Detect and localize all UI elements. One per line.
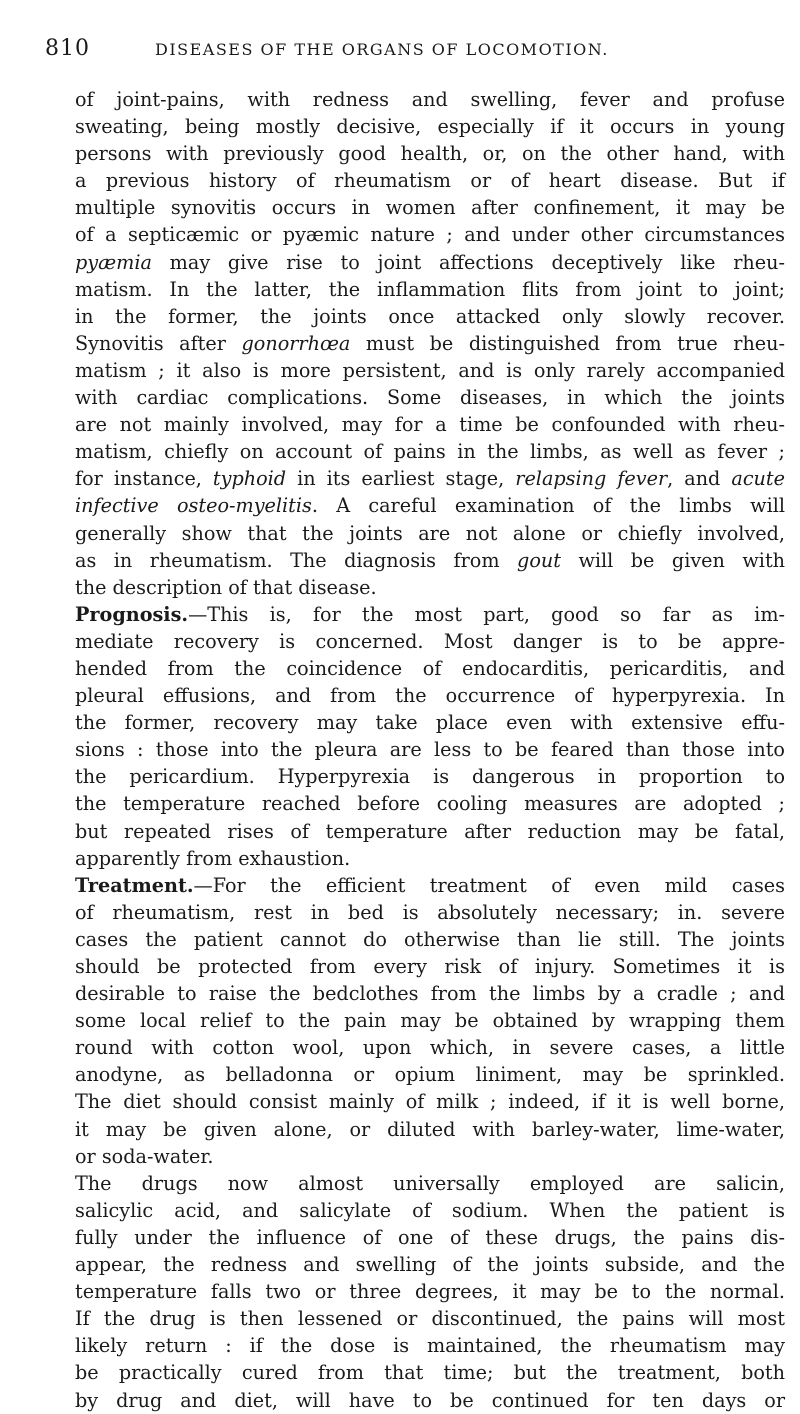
paragraph-differential-diagnosis: [75, 86, 785, 601]
text-fragment: Synovitis after: [75, 331, 242, 355]
text-line: The diet should consist mainly of milk ; indeed, if it is well borne,: [75, 1090, 785, 1114]
running-head: [45, 36, 790, 66]
text-line: The drugs now almost universally employed are salicin,: [75, 1171, 785, 1195]
text-line: [75, 330, 785, 357]
text-line: should be protected from every risk of injury. Sometimes it is: [75, 955, 785, 978]
text-line: appear, the redness and swelling of the joints subside, and the: [75, 1253, 785, 1277]
text-line: likely return : if the dose is maintained, the rheumatism may: [75, 1334, 785, 1358]
text-line: in the former, the joints once attacked only slowly recover.: [75, 304, 785, 328]
text-line: [75, 872, 785, 899]
paragraph-drugs: [75, 1170, 785, 1414]
text-line: multiple synovitis occurs in women after confinement, it may be: [75, 196, 785, 220]
running-title: DISEASES OF THE ORGANS OF LOCOMOTION.: [155, 40, 609, 59]
text-line: [75, 492, 785, 519]
text-line: mediate recovery is concerned. Most danger is to be appre-: [75, 629, 785, 653]
italic-term: gonorrhœa: [241, 331, 351, 355]
text-line: persons with previously good health, or, on the other hand, with: [75, 142, 785, 166]
text-line: pleural effusions, and from the occurrence of hyperpyrexia. In: [75, 684, 785, 708]
italic-term: infective osteo-myelitis: [75, 494, 312, 518]
text-line: sions : those into the pleura are less to be feared than those into: [75, 738, 785, 762]
text-line: apparently from exhaustion.: [75, 846, 351, 870]
text-line: matism. In the latter, the inflammation flits from joint to joint;: [75, 277, 785, 301]
text-line: the description of that disease.: [75, 575, 377, 599]
text-line: generally show that the joints are not alone or chiefly involved,: [75, 521, 785, 545]
text-line: the pericardium. Hyperpyrexia is dangerous in proportion to: [75, 765, 785, 789]
text-line: [75, 465, 785, 492]
text-line: cases the patient cannot do otherwise than lie still. The joints: [75, 927, 785, 951]
text-line: or soda-water.: [75, 1144, 214, 1168]
section-heading-prognosis: Prognosis.: [75, 602, 189, 626]
text-line: a previous history of rheumatism or of heart disease. But if: [75, 169, 785, 193]
text-line: round with cotton wool, upon which, in severe cases, a little: [75, 1036, 785, 1060]
text-line: with cardiac complications. Some diseases, in which the joints: [75, 386, 785, 410]
paragraph-treatment: [75, 872, 785, 1170]
text-line: it may be given alone, or diluted with barley-water, lime-water,: [75, 1117, 785, 1141]
text-fragment: must be distinguished from true rheu-: [350, 331, 785, 355]
text-line: fully under the influence of one of these drugs, the pains dis-: [75, 1225, 785, 1249]
text-fragment: . A careful examination of the limbs will: [311, 494, 786, 518]
text-fragment: —This is, for the most part, good so far as im-: [188, 602, 785, 626]
text-line: of joint-pains, with redness and swelling, fever and profuse: [75, 88, 785, 111]
text-line: [75, 547, 785, 574]
section-heading-treatment: Treatment.: [75, 873, 194, 897]
text-line: desirable to raise the bedclothes from the limbs by a cradle ; and: [75, 982, 785, 1006]
italic-term: pyæmia: [75, 250, 152, 274]
text-fragment: may give rise to joint affections deceptively like rheu-: [151, 250, 785, 274]
text-fragment: in its earliest stage,: [286, 467, 516, 491]
text-line: matism ; it also is more persistent, and is only rarely accompanied: [75, 358, 785, 382]
text-line: temperature falls two or three degrees, it may be to the normal.: [75, 1280, 785, 1304]
paragraph-prognosis: [75, 601, 785, 872]
text-line: the former, recovery may take place even with extensive effu-: [75, 711, 785, 735]
body-text: [75, 86, 785, 1414]
text-line: by drug and diet, will have to be continued for ten days or: [75, 1388, 785, 1412]
text-line: matism, chiefly on account of pains in the limbs, as well as fever ;: [75, 440, 785, 464]
text-line: the temperature reached before cooling measures are adopted ;: [75, 792, 785, 816]
italic-term: relapsing fever: [515, 467, 668, 491]
text-line: sweating, being mostly decisive, especially if it occurs in young: [75, 115, 785, 139]
text-fragment: for instance,: [75, 467, 213, 491]
text-fragment: will be given with: [560, 548, 786, 572]
text-line: [75, 601, 785, 628]
text-line: are not mainly involved, may for a time be confounded with rheu-: [75, 413, 785, 437]
text-line: of a septicæmic or pyæmic nature ; and under other circumstances: [75, 223, 785, 247]
text-line: anodyne, as belladonna or opium liniment, may be sprinkled.: [75, 1063, 785, 1087]
text-line: [75, 249, 785, 276]
text-fragment: , and: [667, 467, 732, 491]
text-fragment: —For the efficient treatment of even mild cases: [193, 873, 785, 897]
italic-term: acute: [731, 467, 785, 491]
page-number: 810: [45, 36, 90, 61]
text-line: hended from the coincidence of endocarditis, pericarditis, and: [75, 656, 785, 680]
text-line: be practically cured from that time; but the treatment, both: [75, 1361, 785, 1385]
italic-term: typhoid: [212, 467, 287, 491]
text-line: but repeated rises of temperature after reduction may be fatal,: [75, 819, 785, 843]
italic-term: gout: [517, 548, 561, 572]
text-line: If the drug is then lessened or discontinued, the pains will most: [75, 1307, 785, 1331]
text-line: salicylic acid, and salicylate of sodium. When the patient is: [75, 1198, 785, 1222]
text-line: of rheumatism, rest in bed is absolutely necessary; in. severe: [75, 900, 785, 924]
text-line: some local relief to the pain may be obtained by wrapping them: [75, 1009, 785, 1033]
text-fragment: as in rheumatism. The diagnosis from: [75, 548, 518, 572]
